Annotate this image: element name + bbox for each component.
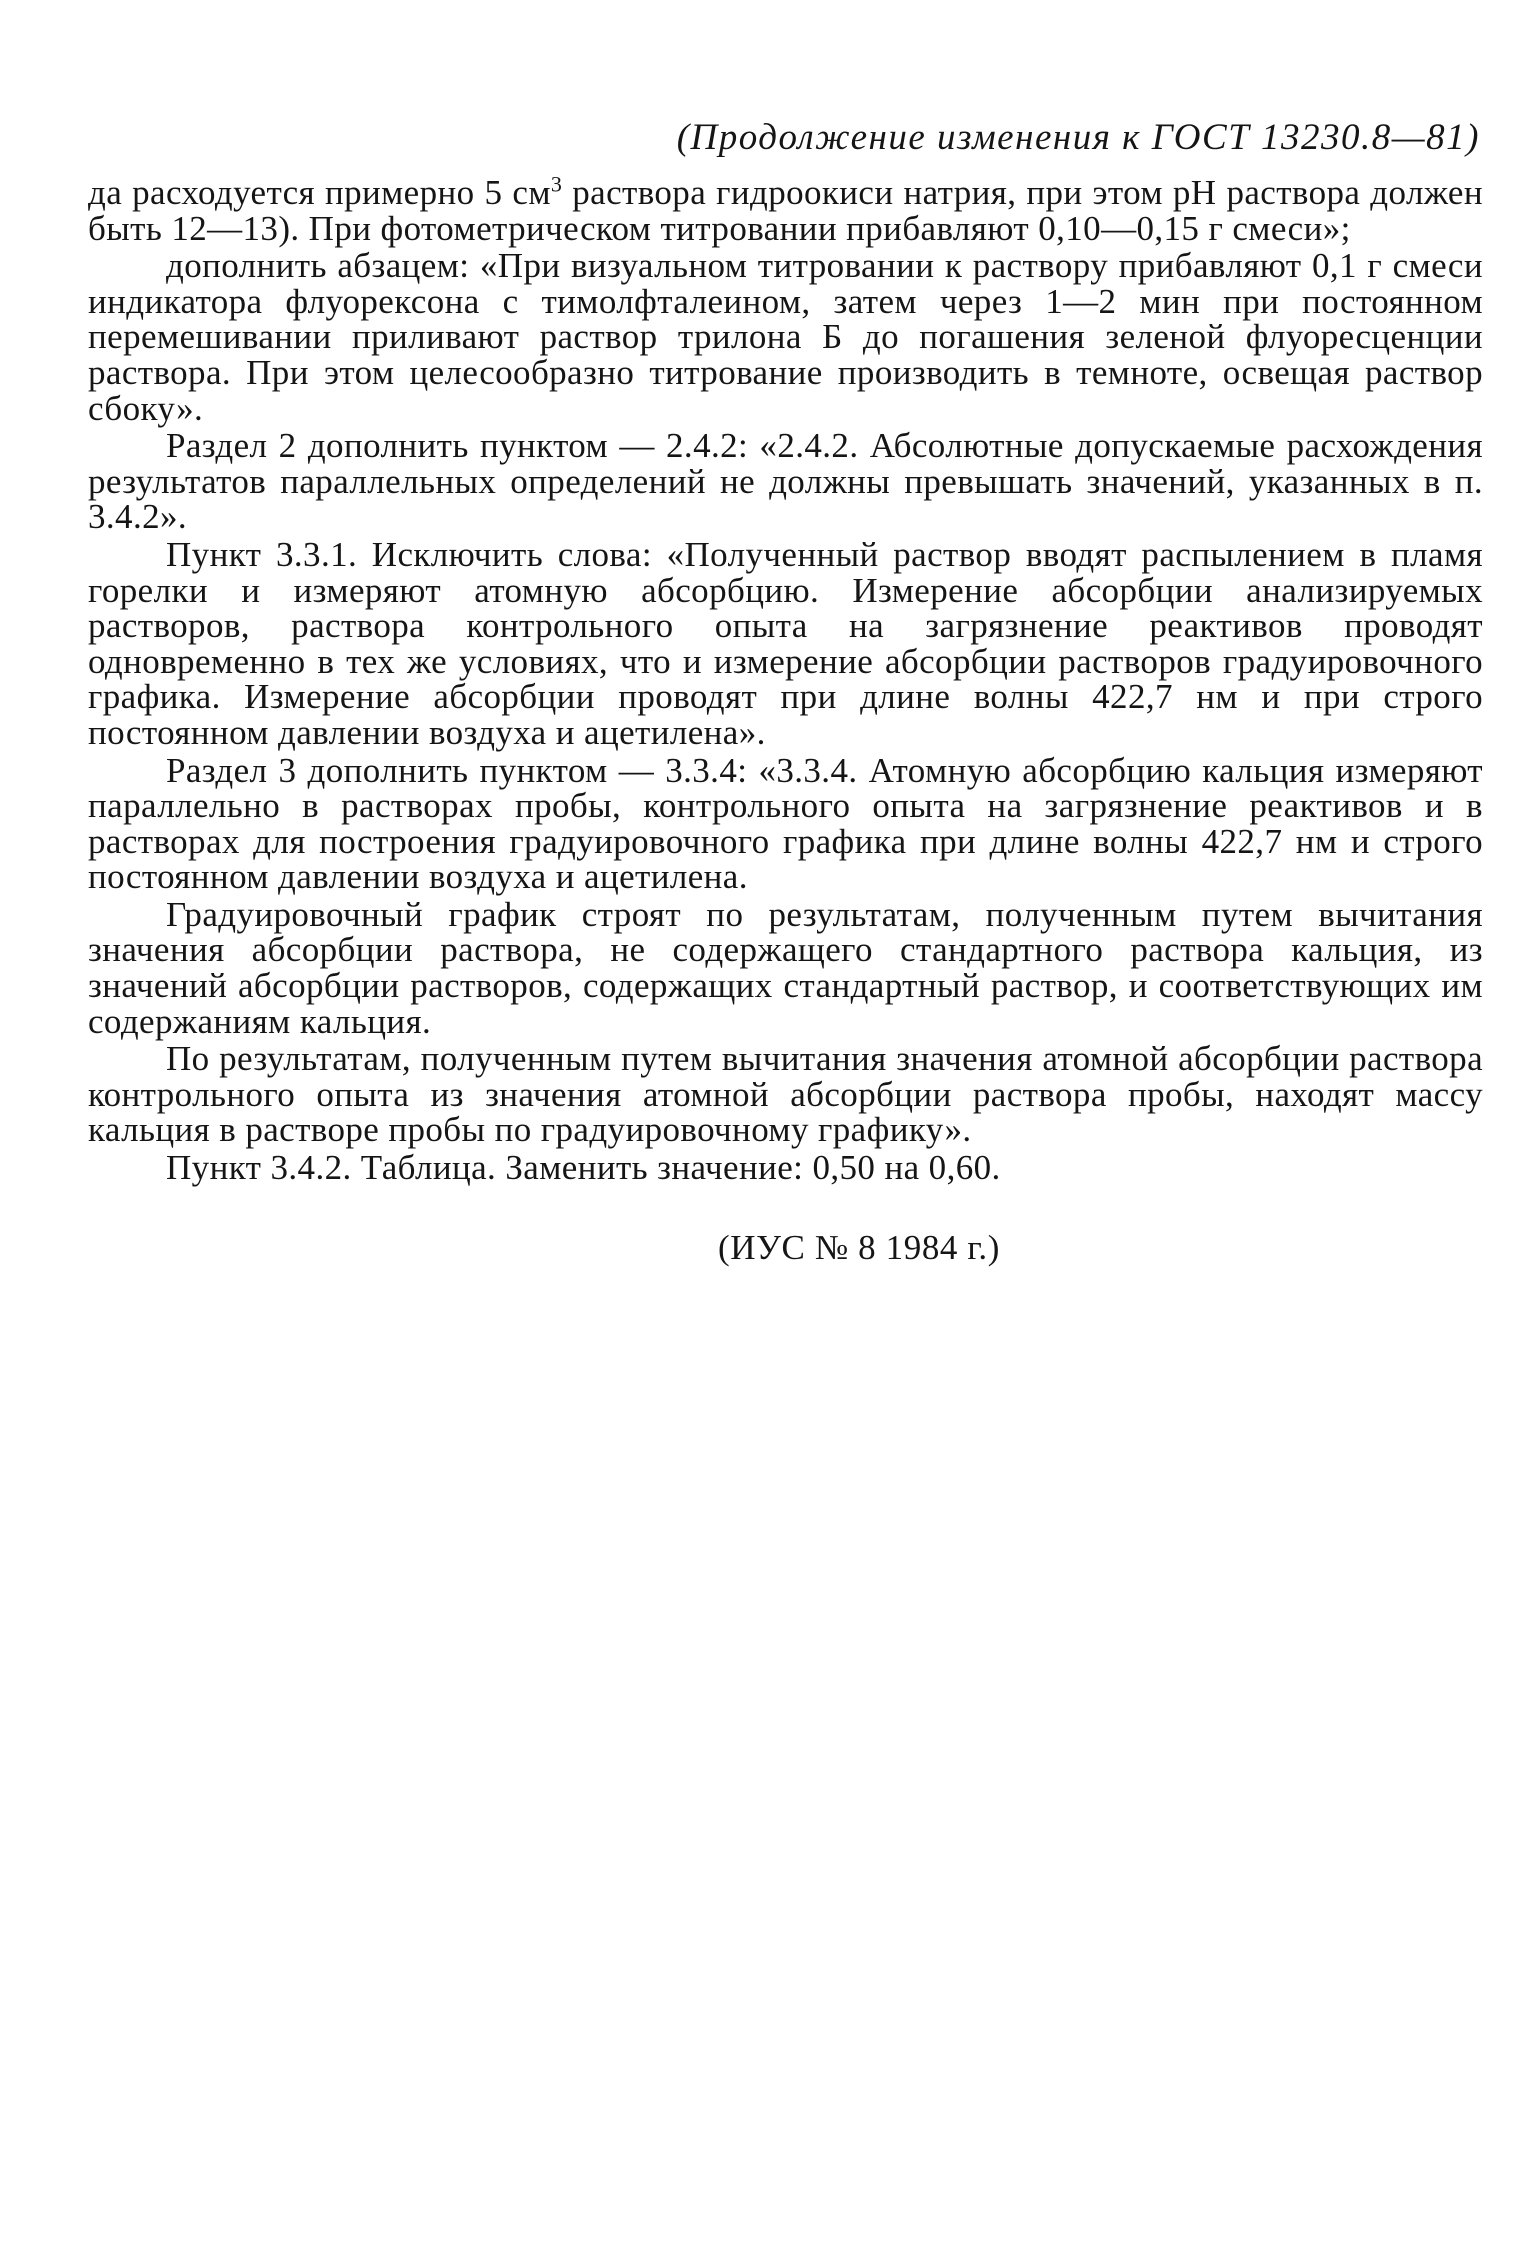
- paragraph-text: да расходуется примерно 5 см: [88, 173, 551, 212]
- source-reference: (ИУС № 8 1984 г.): [718, 1228, 1000, 1267]
- paragraph-clause-3-4-2: Пункт 3.4.2. Таблица. Заменить значение: 0,50 на 0,60.: [166, 1148, 1001, 1188]
- paragraph-section-2: Раздел 2 дополнить пунктом — 2.4.2: «2.4.2. Абсолютные допускаемые расхождения результатов параллельных определений не должны превышать значений, указанных в п. 3.4.2».: [88, 426, 1483, 537]
- paragraph-text: раствора гидроокиси натрия, при этом рН раствора должен быть 12—13). При фотометрическом титровании прибавляют 0,10—0,15 г смеси»;: [88, 173, 1484, 248]
- paragraph-results: По результатам, полученным путем вычитания значения атомной абсорбции раствора контрольного опыта из значения атомной абсорбции раствора пробы, находят массу кальция в растворе пробы по градуировочному графику».: [88, 1039, 1483, 1150]
- page-header: (Продолжение изменения к ГОСТ 13230.8—81): [676, 117, 1480, 158]
- paragraph-calibration: Градуировочный график строят по результатам, полученным путем вычитания значения абсорбции раствора, не содержащего стандартного раствора кальция, из значений абсорбции растворов, содержащих стандартный раствор, и соответствующих им содержаниям кальция.: [88, 894, 1483, 1041]
- paragraph-section-3: Раздел 3 дополнить пунктом — 3.3.4: «3.3.4. Атомную абсорбцию кальция измеряют параллельно в растворах пробы, контрольного опыта на загрязнение реактивов и в растворах для построения градуировочного графика при длине волны 422,7 нм и строго постоянном давлении воздуха и ацетилена.: [88, 750, 1483, 897]
- paragraph-clause-3-3-1: Пункт 3.3.1. Исключить слова: «Полученный раствор вводят распылением в пламя горелки и измеряют атомную абсорбцию. Измерение абсорбции анализируемых растворов, раствора контрольного опыта на загрязнение реактивов проводят одновременно в тех же условиях, что и измерение абсорбции растворов градуировочного графика. Измерение абсорбции проводят при длине волны 422,7 нм и при строго постоянном давлении воздуха и ацетилена».: [88, 534, 1483, 752]
- paragraph-supplement: дополнить абзацем: «При визуальном титровании к раствору прибавляют 0,1 г смеси индикатора флуорексона с тимолфталеином, затем через 1—2 мин при постоянном перемешивании приливают раствор трилона Б до погашения зеленой флуоресценции раствора. При этом целесообразно титрование производить в темноте, освещая раствор сбоку».: [88, 246, 1483, 428]
- superscript: 3: [550, 171, 563, 197]
- document-body: [88, 171, 1484, 1188]
- source-reference-line: [0, 1228, 1538, 1268]
- paragraph-continuation: [88, 171, 1484, 248]
